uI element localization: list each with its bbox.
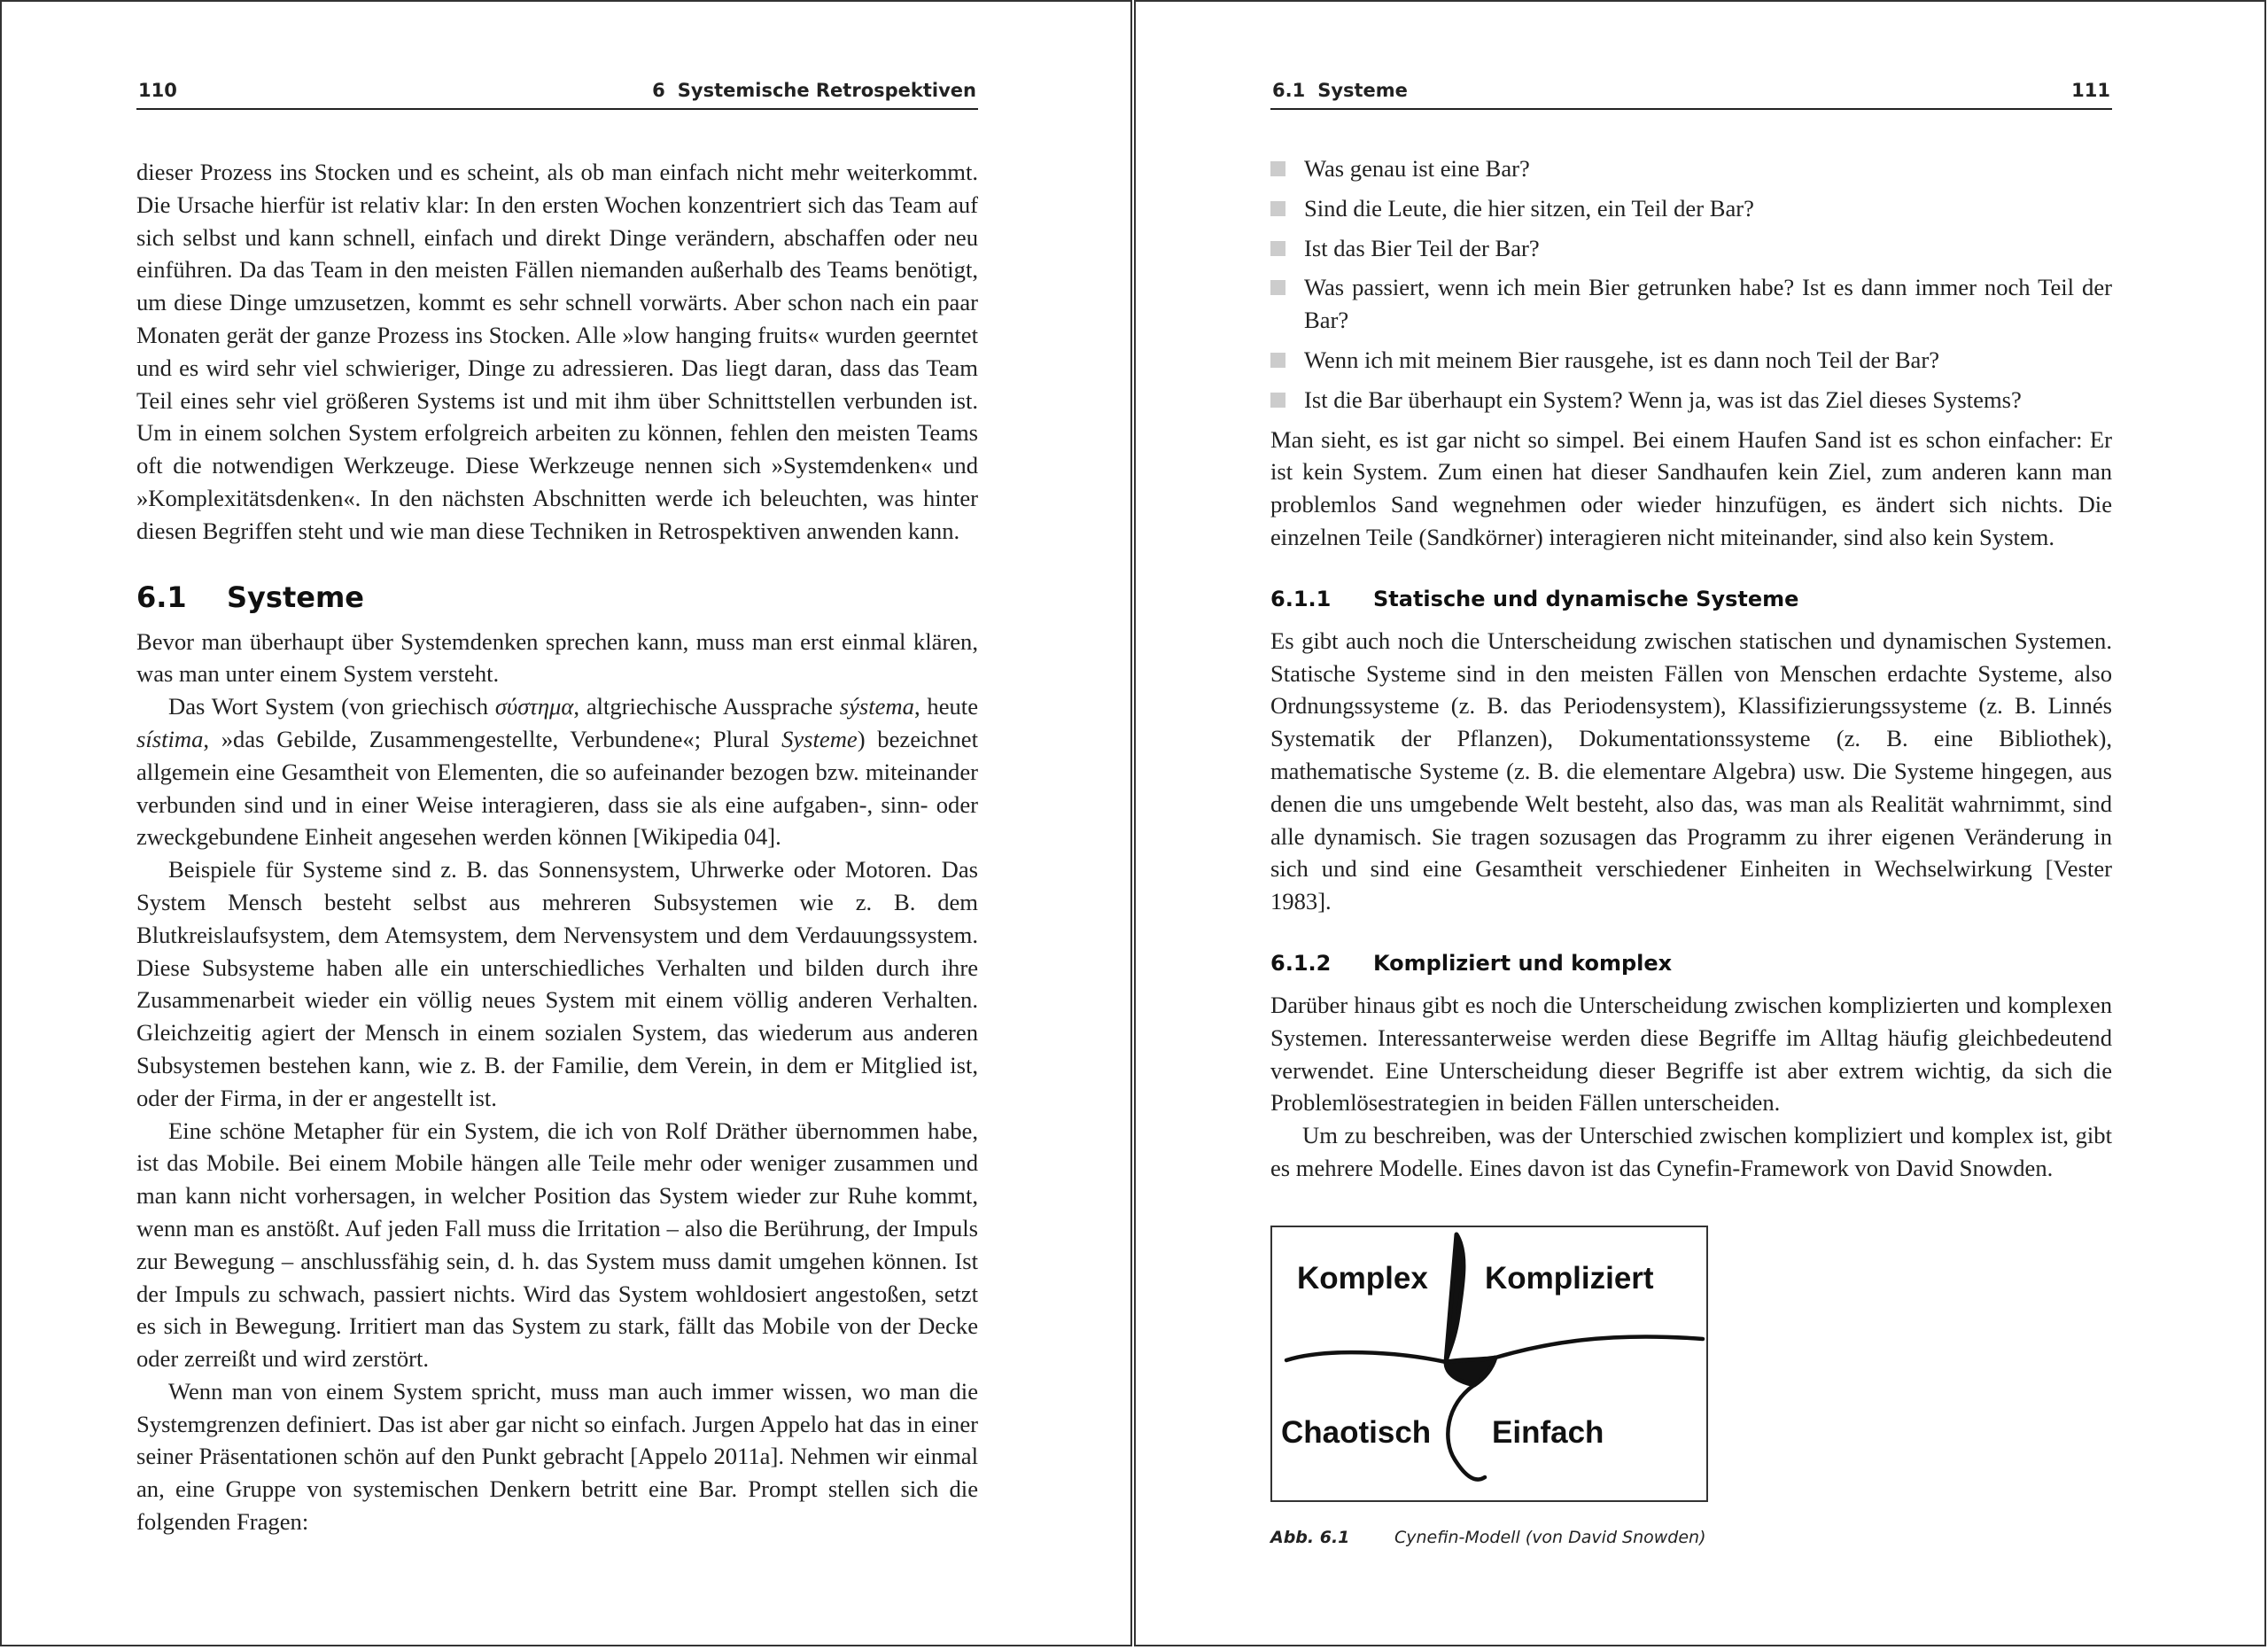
cynefin-figure (1270, 1226, 1708, 1502)
subsection-title: Statische und dynamische Systeme (1373, 586, 1799, 611)
text-span: , heute (913, 693, 979, 720)
caption-number: Abb. 6.1 (1270, 1527, 1350, 1547)
running-head-left (136, 80, 978, 110)
question-list (1270, 152, 2112, 416)
chapter-title-text: Systemische Retrospektiven (677, 80, 976, 101)
label-chaotisch: Chaotisch (1281, 1414, 1432, 1450)
italic-term: sístima (136, 725, 204, 752)
subsection-heading (1270, 584, 2112, 614)
text-span: ) bezeichnet allgemein eine Gesamtheit von Elementen, die so aufeinander bezogen bzw. miteinander verbunden sind und in einer Weise interagieren, dass sie als eine aufgaben-, sinn- oder zweckgebundene Einheit angesehen werden können [Wikipedia 04]. (136, 725, 978, 851)
paragraph-sandhaufen: Man sieht, es ist gar nicht so simpel. Bei einem Haufen Sand ist es schon einfacher: Er ist kein System. Zum einen hat dieser Sandhaufen kein Ziel, zum anderen kann man problemlos Sand wegnehmen oder wieder hinzufügen, es ändert sich nichts. Die einzelnen Teile (Sandkörner) interagieren nicht miteinander, sind also kein System. (1270, 425, 2112, 550)
section-title-head (1272, 80, 1408, 101)
chapter-title (652, 80, 976, 101)
list-item: Was passiert, wenn ich mein Bier getrunken habe? Ist es dann immer noch Teil der Bar? (1270, 271, 2112, 337)
list-item: Sind die Leute, die hier sitzen, ein Teil der Bar? (1270, 192, 2112, 225)
running-head-right (1270, 80, 2112, 110)
paragraph-system-definition (136, 690, 978, 853)
page-number: 111 (2071, 80, 2110, 101)
label-einfach: Einfach (1492, 1414, 1604, 1450)
section-title: Systeme (227, 580, 364, 614)
label-komplex: Komplex (1297, 1260, 1428, 1296)
section-heading (136, 578, 978, 617)
caption-text: Cynefin-Modell (von David Snowden) (1394, 1527, 1706, 1547)
italic-term: Systeme (781, 725, 858, 752)
list-item: Wenn ich mit meinem Bier rausgehe, ist es dann noch Teil der Bar? (1270, 344, 2112, 377)
paragraph-examples: Beispiele für Systeme sind z. B. das Sonnensystem, Uhrwerke oder Motoren. Das System Mensch besteht selbst aus mehreren Subsystemen wie z. B. dem Blutkreislaufsystem, dem Atemsystem, dem Nervensystem und dem Verdauungssystem. Diese Subsysteme haben alle ein unterschiedliches Verhalten und bilden durch ihre Zusammenarbeit wieder ein völlig neues System mit einem völlig anderen Verhalten. Gleichzeitig agiert der Mensch in einem sozialen System, das wiederum aus anderen Subsystemen bestehen kann, wie z. B. der Familie, dem Verein, in dem er Mitglied ist, oder der Firma, in der er angestellt ist. (136, 856, 978, 1111)
subsection-heading (1270, 948, 2112, 978)
page-number: 110 (138, 80, 177, 101)
subsection-number: 6.1.1 (1270, 586, 1332, 611)
paragraph-definition-intro: Bevor man überhaupt über Systemdenken sprechen kann, muss man erst einmal klären, was man unter einem System versteht. (136, 627, 978, 688)
paragraph-system-boundaries: Wenn man von einem System spricht, muss man auch immer wissen, wo man die Systemgrenzen definiert. Das ist aber gar nicht so einfach. Jurgen Appelo hat das in einer seiner Präsentationen schön auf den Punkt gebracht [Appelo 2011a]. Nehmen wir einmal an, eine Gruppe von systemischen Denkern betritt eine Bar. Prompt stellen sich die folgenden Fragen: (136, 1377, 978, 1536)
paragraph-complicated-complex: Darüber hinaus gibt es noch die Unterscheidung zwischen komplizierten und komplexen Systemen. Interessanterweise werden diese Begriffe im Alltag häufig gleichbedeutend verwendet. Eine Unterscheidung dieser Begriffe ist aber extrem wichtig, da sich die Problemlösestrategien in beiden Fällen unterscheiden. (1270, 991, 2112, 1117)
list-item: Ist das Bier Teil der Bar? (1270, 232, 2112, 265)
subsection-number: 6.1.2 (1270, 950, 1332, 976)
left-page (0, 0, 1132, 1646)
right-page (1134, 0, 2266, 1646)
greek-term: σύστημα (494, 693, 574, 720)
subsection-title: Kompliziert und komplex (1373, 950, 1673, 976)
paragraph-static-dynamic: Es gibt auch noch die Unterscheidung zwischen statischen und dynamischen Systemen. Statische Systeme sind in den meisten Fällen von Menschen erdachte Systeme, also Ordnungssysteme (z. B. das Periodensystem), Klassifizierungssysteme (z. B. Linnés Systematik der Pflanzen), Dokumentationssysteme (z. B. eine Bibliothek), mathematische Systeme (z. B. die elementare Algebra) usw. Die Systeme hingegen, aus denen die uns umgebende Welt besteht, also das, was man als Realität wahrnimmt, sind alle dynamisch. Sie tragen sozusagen das Programm zu ihrer eigenen Veränderung in sich und sind eine Gesamtheit verschiedener Einheiten in Wechselwirkung [Vester 1983]. (1270, 627, 2112, 915)
right-body (1270, 156, 2112, 1554)
text-span: , »das Gebilde, Zusammengestellte, Verbundene«; Plural (203, 725, 782, 752)
left-body (136, 156, 978, 1538)
section-number: 6.1 (136, 580, 187, 614)
italic-term: sýstema (839, 693, 914, 720)
paragraph-cynefin-intro: Um zu beschreiben, was der Unterschied zwischen kompliziert und komplex ist, gibt es mehrere Modelle. Eines davon ist das Cynefin-Framework von David Snowden. (1270, 1122, 2112, 1181)
text-span: , altgriechische Aussprache (573, 693, 840, 720)
cynefin-boundary-curves (1446, 1234, 1495, 1385)
section-number-head: 6.1 (1272, 80, 1306, 101)
list-item: Was genau ist eine Bar? (1270, 152, 2112, 185)
paragraph-mobile-metaphor: Eine schöne Metapher für ein System, die ich von Rolf Dräther übernommen habe, ist das Mobile. Bei einem Mobile hängen alle Teile mehr oder weniger zusammen und man kann nicht vorhersagen, in welcher Position das System wieder zur Ruhe kommt, wenn man es anstößt. Auf jeden Fall muss die Irritation – also die Berührung, der Impuls zur Bewegung – anschlussfähig sein, d. h. das System muss damit umgehen können. Ist der Impuls zu schwach, passiert nichts. Wird das System wohldosiert angestoßen, setzt es sich in Bewegung. Irritiert man das System zu stark, fällt das Mobile von der Decke oder zerreißt und wird zerstört. (136, 1117, 978, 1373)
figure-caption (1270, 1522, 2112, 1554)
chapter-number: 6 (652, 80, 665, 101)
label-kompliziert: Kompliziert (1485, 1260, 1654, 1296)
text-span: Das Wort System (von griechisch (168, 693, 495, 720)
intro-paragraph: dieser Prozess ins Stocken und es scheint, als ob man einfach nicht mehr weiterkommt. Die Ursache hierfür ist relativ klar: In den ersten Wochen konzentriert sich das Team auf sich selbst und kann schnell, einfach und direkt Dinge verändern, abschaffen oder neu einführen. Da das Team in den meisten Fällen niemanden außerhalb des Teams benötigt, um diese Dinge umzusetzen, kommt es sehr schnell vorwärts. Aber schon nach ein paar Monaten gerät der ganze Prozess ins Stocken. Alle »low hanging fruits« wurden geerntet und es wird sehr viel schwieriger, Dinge zu adressieren. Das liegt daran, dass das Team Teil eines sehr viel größeren Systems ist und mit ihm über Schnittstellen verbunden ist. Um in einem solchen System erfolgreich arbeiten zu können, fehlen den meisten Teams oft die notwendigen Werkzeuge. Diese Werkzeuge nennen sich »Systemdenken« und »Komplexitätsdenken«. In den nächsten Abschnitten werde ich beleuchten, was hinter diesen Begriffen steht und wie man diese Techniken in Retrospektiven anwenden kann. (136, 159, 978, 544)
list-item: Ist die Bar überhaupt ein System? Wenn ja, was ist das Ziel dieses Systems? (1270, 384, 2112, 416)
section-title-head-text: Systeme (1317, 80, 1408, 101)
